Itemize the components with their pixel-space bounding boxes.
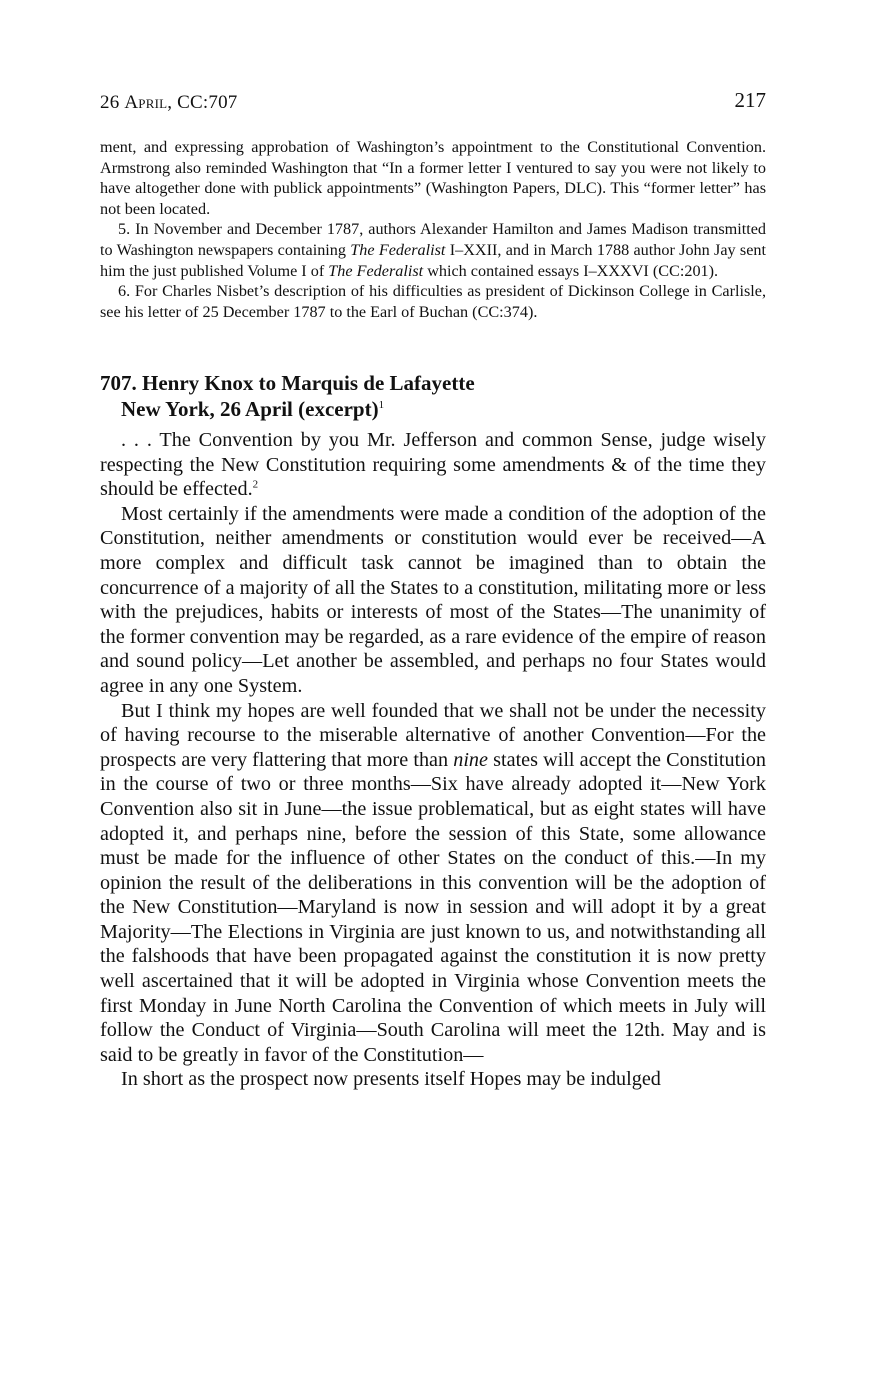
document-subtitle <box>100 396 766 422</box>
paragraph-3-italic: nine <box>453 748 488 771</box>
page-number: 217 <box>734 88 766 112</box>
paragraph-3-text-a: But I think my hopes are well founded that we shall not be under the necessity of having recourse to the miserable alternative of another Convention—For the prospects are very flattering that more than <box>100 699 766 771</box>
paragraph-1-text: . . . The Convention by you Mr. Jefferson and common Sense, judge wisely respecting the New Constitution requiring some amendments & of the time they should be effected. <box>100 429 766 501</box>
running-head-day: 26 <box>100 92 120 113</box>
footnote-5-italic-b: The Federalist <box>328 261 424 280</box>
footnote-5 <box>100 219 766 281</box>
letter-body <box>100 428 766 1092</box>
footnote-5-text-b: I–XXII, and in March 1788 author John Jay sent him the just published Volume I of <box>100 240 766 280</box>
footnote-ref-1: 1 <box>378 399 385 411</box>
footnote-6: 6. For Charles Nisbet’s description of his difficulties as president of Dickinson College in Carlisle, see his letter of 25 December 1787 to the Earl of Buchan (CC:374). <box>100 282 766 321</box>
document-heading <box>100 370 766 422</box>
footnote-continuation: ment, and expressing approbation of Washington’s appointment to the Constitutional Convention. Armstrong also reminded Washington that “In a former letter I ventured to say you were not likely to have altogether done with publick appointments” (Washington Papers, DLC). This “former letter” has not been located. <box>100 138 766 218</box>
footnote-5-italic-a: The Federalist <box>350 240 446 259</box>
running-head-citation <box>100 92 238 114</box>
running-head-doc-ref: , CC:707 <box>167 92 238 113</box>
footnote-ref-2: 2 <box>252 478 259 491</box>
footnote-5-text-a: 5. In November and December 1787, authors Alexander Hamilton and James Madison transmitted to Washington newspapers containing <box>100 220 766 259</box>
paragraph-4: In short as the prospect now presents itself Hopes may be indulged <box>121 1068 661 1091</box>
document-subtitle-text: New York, 26 April (excerpt) <box>121 397 379 421</box>
document-title: 707. Henry Knox to Marquis de Lafayette <box>100 371 475 395</box>
paragraph-3 <box>100 699 766 1068</box>
footnotes-section <box>100 137 766 322</box>
paragraph-1 <box>100 428 766 502</box>
paragraph-2: Most certainly if the amendments were made a condition of the adoption of the Constitution, neither amendments or constitution would ever be received—A more complex and difficult task cannot be imagined than to obtain the concurrence of a majority of all the States to a constitution, militating more or less with the prejudices, habits or interests of most of the States—The unanimity of the former convention may be regarded, as a rare evidence of the empire of reason and sound policy—Let another be assembled, and perhaps no four States would agree in any one System. <box>100 502 766 697</box>
running-head <box>100 88 766 118</box>
running-head-month: April <box>124 92 168 113</box>
paragraph-3-text-b: states will accept the Constitution in the course of two or three months—Six have already adopted it—New York Convention also sit in June—the issue problematical, but as eight states will have adopted it, and perhaps nine, before the session of this State, some allowance must be made for the influence of other States on the conduct of this.—In my opinion the result of the deliberations in this convention will be the adoption of the New Constitution—Maryland is now in session and will adopt it by a great Majority—The Elections in Virginia are just known to us, and notwithstanding all the falshoods that have been propagated against the constitution it is now pretty well ascertained that it will be adopted in Virginia whose Convention meets the first Monday in June North Carolina the Convention of which meets in July will follow the Conduct of Virginia—South Carolina will meet the 12th. May and is said to be greatly in favor of the Constitution— <box>100 748 766 1066</box>
footnote-5-text-c: which contained essays I–XXXVI (CC:201). <box>423 261 719 280</box>
